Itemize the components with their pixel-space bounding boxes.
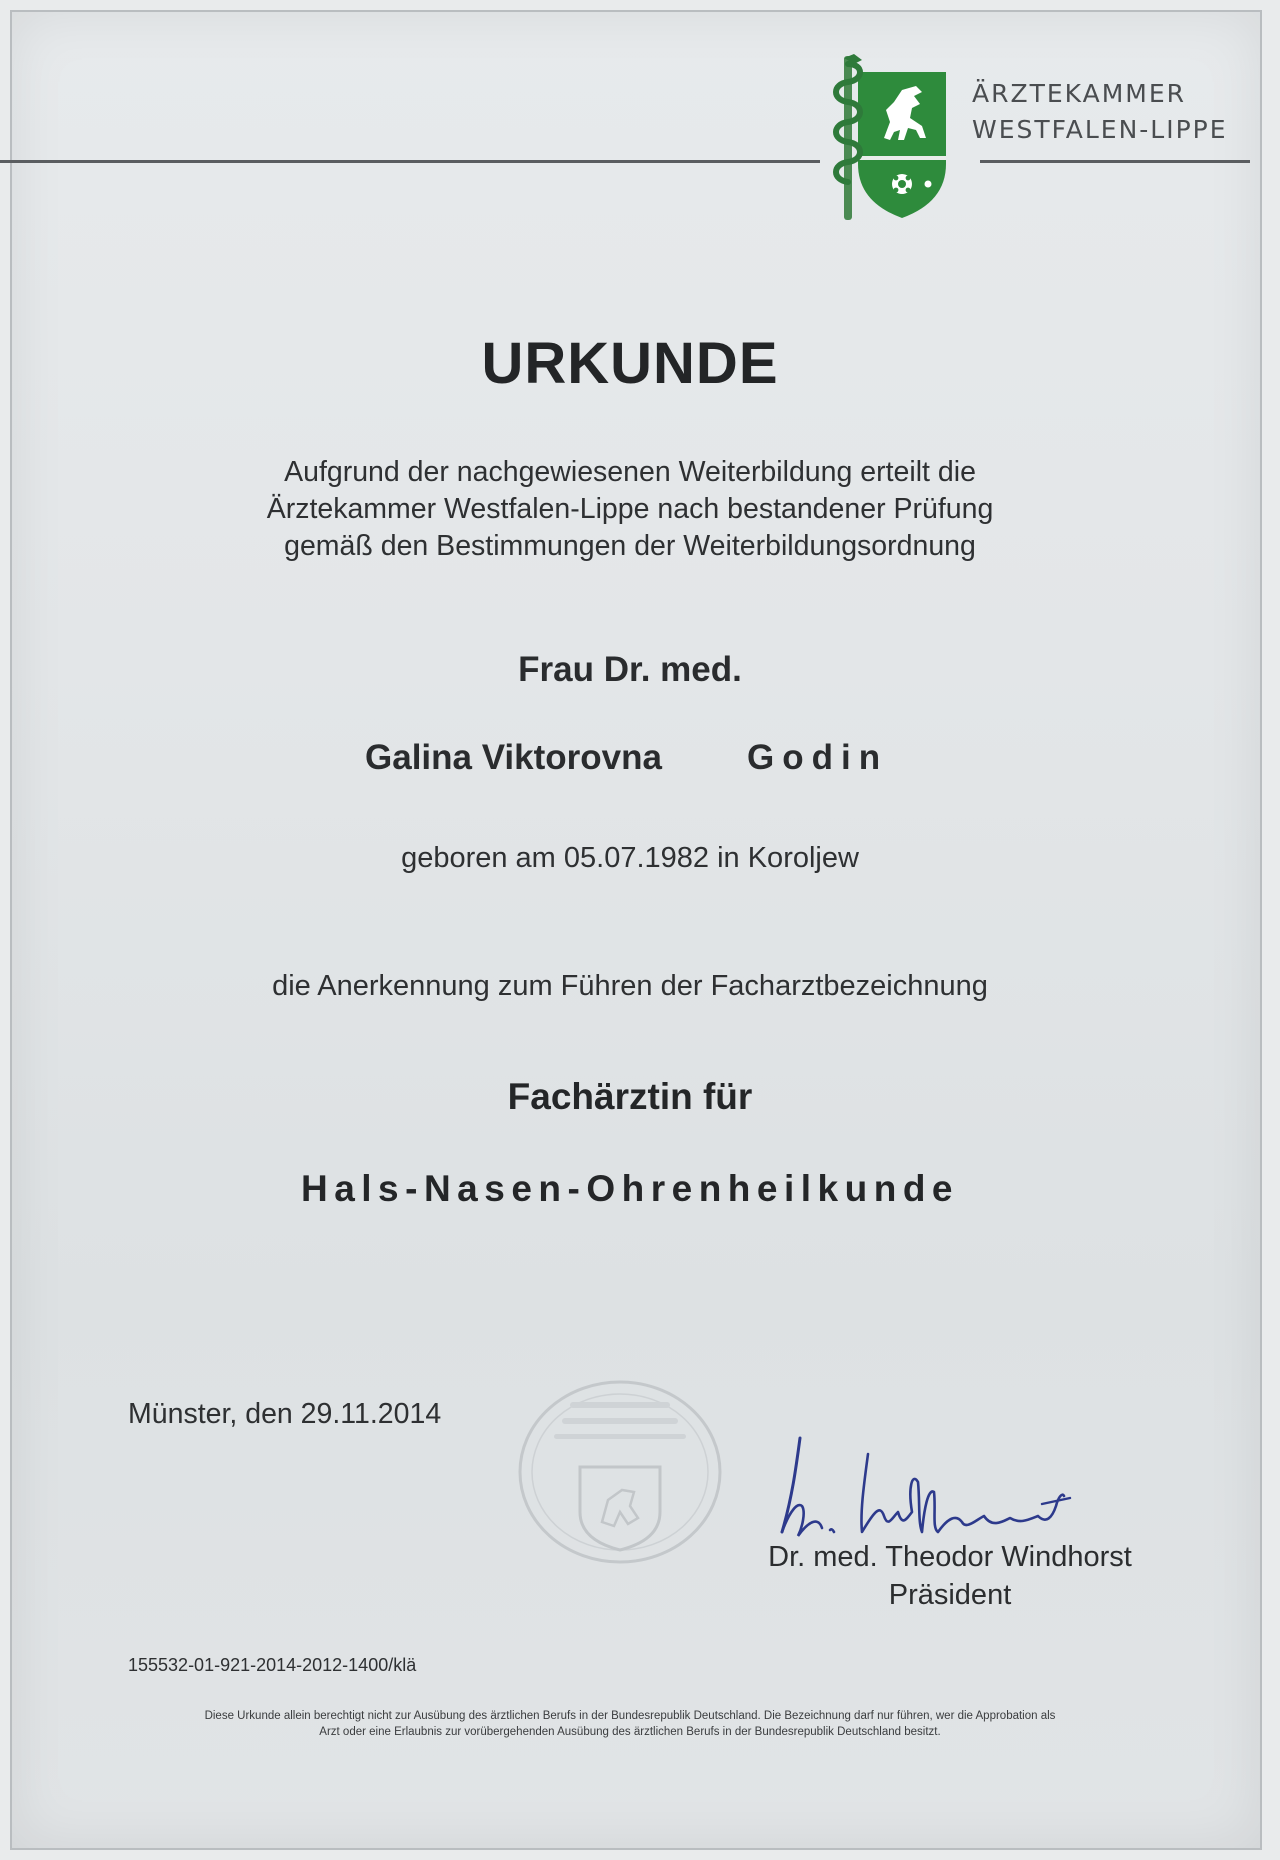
intro-line-3: gemäß den Bestimmungen der Weiterbildungsordnung: [284, 530, 976, 562]
organization-name: [972, 76, 1228, 148]
intro-paragraph: [0, 454, 1260, 565]
recipient-salutation: Frau Dr. med.: [518, 650, 742, 689]
recipient-first-names: Galina Viktorovna: [365, 738, 662, 777]
specialty-field: Hals-Nasen-Ohrenheilkunde: [300, 1168, 959, 1209]
recognition-statement: die Anerkennung zum Führen der Facharztbezeichnung: [272, 970, 988, 1002]
signatory: [690, 1538, 1210, 1614]
place-and-date: Münster, den 29.11.2014: [128, 1398, 442, 1430]
intro-line-2: Ärztekammer Westfalen-Lippe nach bestandener Prüfung: [266, 493, 994, 525]
disclaimer-line-1: Diese Urkunde allein berechtigt nicht zur Ausübung des ärztlichen Berufs in der Bundesrepublik Deutschland. Die Bezeichnung darf nur führen, wer die Approbation als: [204, 1710, 1056, 1722]
reference-number: 155532-01-921-2014-2012-1400/klä: [128, 1655, 417, 1675]
birth-info: geboren am 05.07.1982 in Koroljew: [401, 842, 859, 874]
header-rule-right: [980, 160, 1250, 163]
organization-line-1: ÄRZTEKAMMER: [972, 79, 1187, 108]
disclaimer-line-2: Arzt oder eine Erlaubnis zur vorübergehenden Ausübung des ärztlichen Berufs in der Bundesrepublik Deutschland besitzt.: [319, 1726, 941, 1738]
specialist-title: Fachärztin für: [507, 1076, 753, 1117]
header-rule-left: [0, 160, 820, 163]
aesculapius-horse-crest-icon: [828, 52, 948, 220]
signer-role: Präsident: [888, 1579, 1012, 1611]
intro-line-1: Aufgrund der nachgewiesenen Weiterbildung erteilt die: [284, 456, 976, 488]
signer-name: Dr. med. Theodor Windhorst: [768, 1541, 1132, 1573]
organization-line-2: WESTFALEN-LIPPE: [972, 115, 1228, 144]
legal-disclaimer: [110, 1708, 1150, 1740]
document-title: URKUNDE: [481, 331, 779, 396]
recipient-surname: Godin: [747, 738, 889, 777]
